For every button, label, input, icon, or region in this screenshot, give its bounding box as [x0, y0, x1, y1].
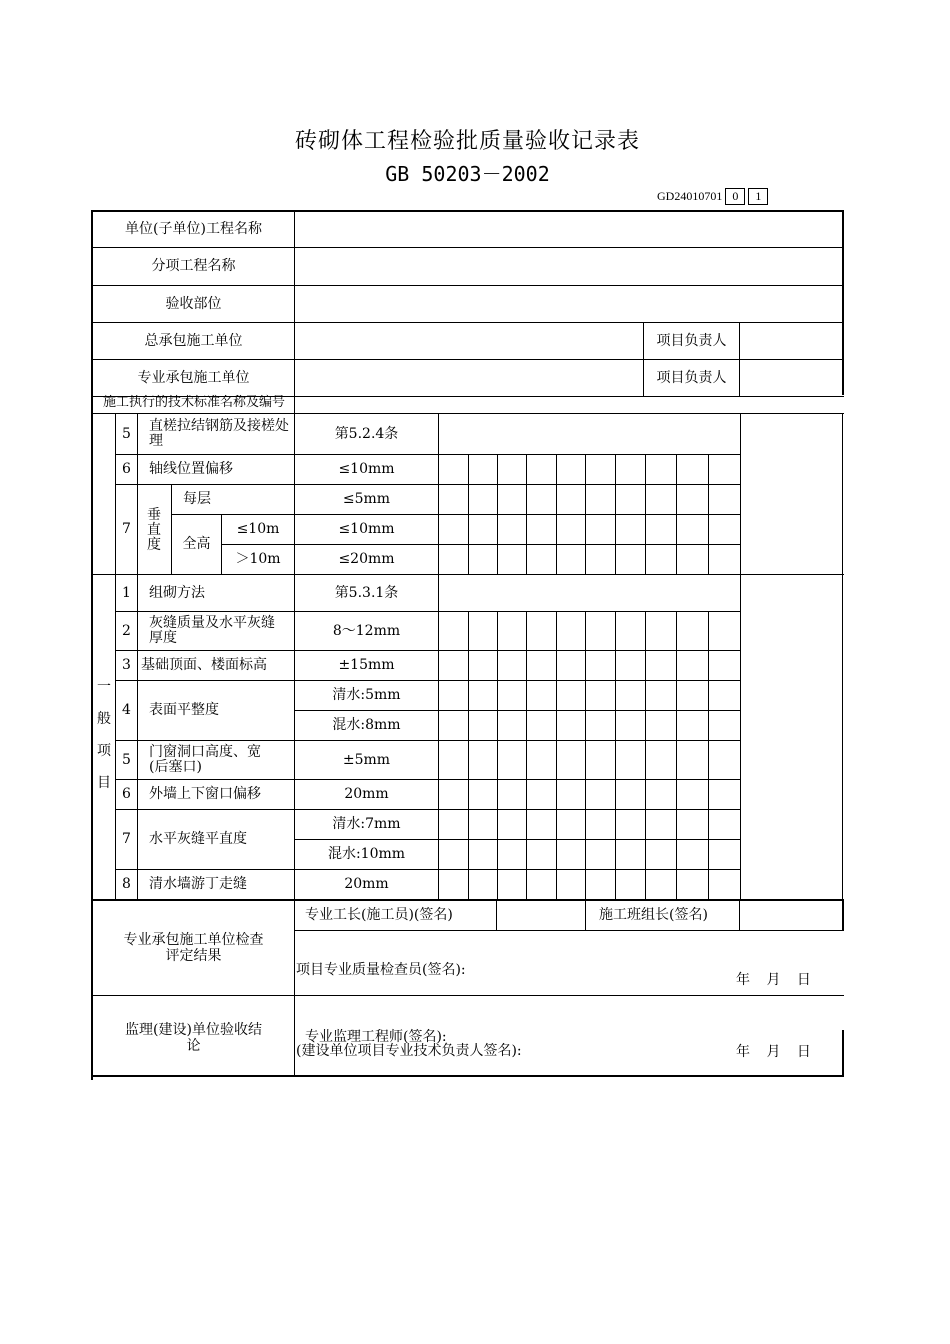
general-item-no-6: 6 — [122, 786, 131, 802]
inspector-label: 项目专业质量检查员(签名): — [296, 962, 466, 978]
main-item-allow-le-10: ≤10mm — [338, 521, 395, 537]
unit-project-label: 单位(子单位)工程名称 — [125, 221, 262, 237]
main-item-allow-6: ≤10mm — [338, 461, 395, 477]
acceptance-part-input[interactable] — [295, 286, 842, 322]
foreman-label: 专业工长(施工员)(签名) — [305, 907, 453, 923]
acceptance-table — [91, 210, 844, 1080]
general-item-allow-7b: 混水:10mm — [327, 846, 406, 862]
form-code — [657, 188, 768, 205]
form-code-box-2[interactable]: 1 — [748, 188, 768, 205]
main-item-sub-each-floor: 每层 — [183, 491, 211, 507]
general-item-name-3: 基础顶面、楼面标高 — [141, 657, 267, 673]
general-item-name-8: 清水墙游丁走缝 — [149, 876, 247, 892]
supervision-label: 监理(建设)单位验收结论 — [125, 1022, 262, 1054]
main-item-allow-each-floor: ≤5mm — [342, 491, 391, 507]
main-item-allow-gt-10: ≤20mm — [338, 551, 395, 567]
general-item-name-1: 组砌方法 — [149, 584, 205, 601]
form-code-number: GD24010701 — [657, 189, 723, 203]
general-item-allow-7a: 清水:7mm — [332, 816, 401, 832]
general-item-no-8: 8 — [122, 876, 131, 892]
project-manager-input-1[interactable] — [740, 323, 842, 359]
contractor-date: 年 月 日 — [736, 971, 811, 988]
project-manager-label-1: 项目负责人 — [656, 332, 727, 349]
specialty-contractor-label: 专业承包施工单位 — [137, 369, 250, 386]
general-item-allow-5: ±5mm — [342, 751, 391, 768]
general-contractor-label: 总承包施工单位 — [144, 332, 243, 349]
general-item-allow-8: 20mm — [344, 876, 389, 892]
contractor-result-label: 专业承包施工单位检查评定结果 — [123, 932, 264, 964]
page-title: 砖砌体工程检验批质量验收记录表 — [294, 129, 640, 154]
standard-label: 施工执行的技术标准名称及编号 — [102, 394, 285, 410]
general-item-name-7: 水平灰缝平直度 — [149, 831, 247, 847]
general-contractor-input[interactable] — [295, 323, 643, 359]
unit-project-input[interactable] — [295, 212, 842, 247]
team-leader-label: 施工班组长(签名) — [599, 907, 708, 923]
main-item-allow-5: 第5.2.4条 — [334, 425, 399, 442]
sub-project-label: 分项工程名称 — [151, 258, 236, 274]
general-item-no-3: 3 — [122, 657, 131, 673]
standard-code: GB 50203－2002 — [385, 162, 550, 186]
general-item-allow-6: 20mm — [344, 786, 389, 802]
team-leader-signature[interactable] — [740, 901, 842, 930]
general-item-no-5: 5 — [122, 751, 131, 768]
project-manager-input-2[interactable] — [740, 360, 842, 396]
general-item-allow-1: 第5.3.1条 — [334, 584, 399, 601]
foreman-signature[interactable] — [497, 901, 585, 930]
supervision-date: 年 月 日 — [736, 1043, 811, 1060]
specialty-contractor-input[interactable] — [295, 360, 643, 396]
owner-label: (建设单位项目专业技术负责人签名): — [296, 1043, 522, 1059]
engineer-label: 专业监理工程师(签名): — [305, 1028, 447, 1045]
general-item-no-2: 2 — [122, 622, 131, 639]
general-item-name-6: 外墙上下窗口偏移 — [149, 786, 261, 802]
project-manager-label-2: 项目负责人 — [656, 369, 727, 386]
main-item-group-verticality: 垂直度 — [147, 506, 161, 553]
main-item-name-5: 直槎拉结钢筋及接槎处理 — [149, 418, 289, 449]
general-item-name-2: 灰缝质量及水平灰缝厚度 — [149, 615, 275, 646]
main-item-height-gt-10: ＞10m — [235, 551, 281, 567]
main-item-no-6: 6 — [122, 461, 131, 477]
general-item-allow-4b: 混水:8mm — [332, 717, 401, 733]
general-item-no-7: 7 — [122, 831, 131, 847]
main-item-height-le-10: ≤10m — [236, 521, 280, 537]
main-item-sub-full-height: 全高 — [182, 536, 211, 552]
sub-project-input[interactable] — [295, 248, 842, 285]
main-item-no-7: 7 — [122, 521, 131, 537]
general-item-no-1: 1 — [122, 584, 131, 601]
general-item-allow-2: 8～12mm — [332, 622, 401, 639]
main-item-no-5: 5 — [122, 425, 131, 442]
general-item-name-4: 表面平整度 — [149, 702, 219, 718]
acceptance-part-label: 验收部位 — [165, 295, 222, 312]
form-code-box-1[interactable]: 0 — [725, 188, 745, 205]
general-item-no-4: 4 — [122, 702, 131, 718]
general-item-allow-3: ±15mm — [338, 657, 395, 673]
general-item-allow-4a: 清水:5mm — [332, 687, 401, 703]
general-item-name-5: 门窗洞口高度、宽(后塞口) — [149, 744, 261, 775]
main-item-name-6: 轴线位置偏移 — [149, 461, 233, 477]
general-items-label: 一般项目 — [97, 679, 111, 791]
